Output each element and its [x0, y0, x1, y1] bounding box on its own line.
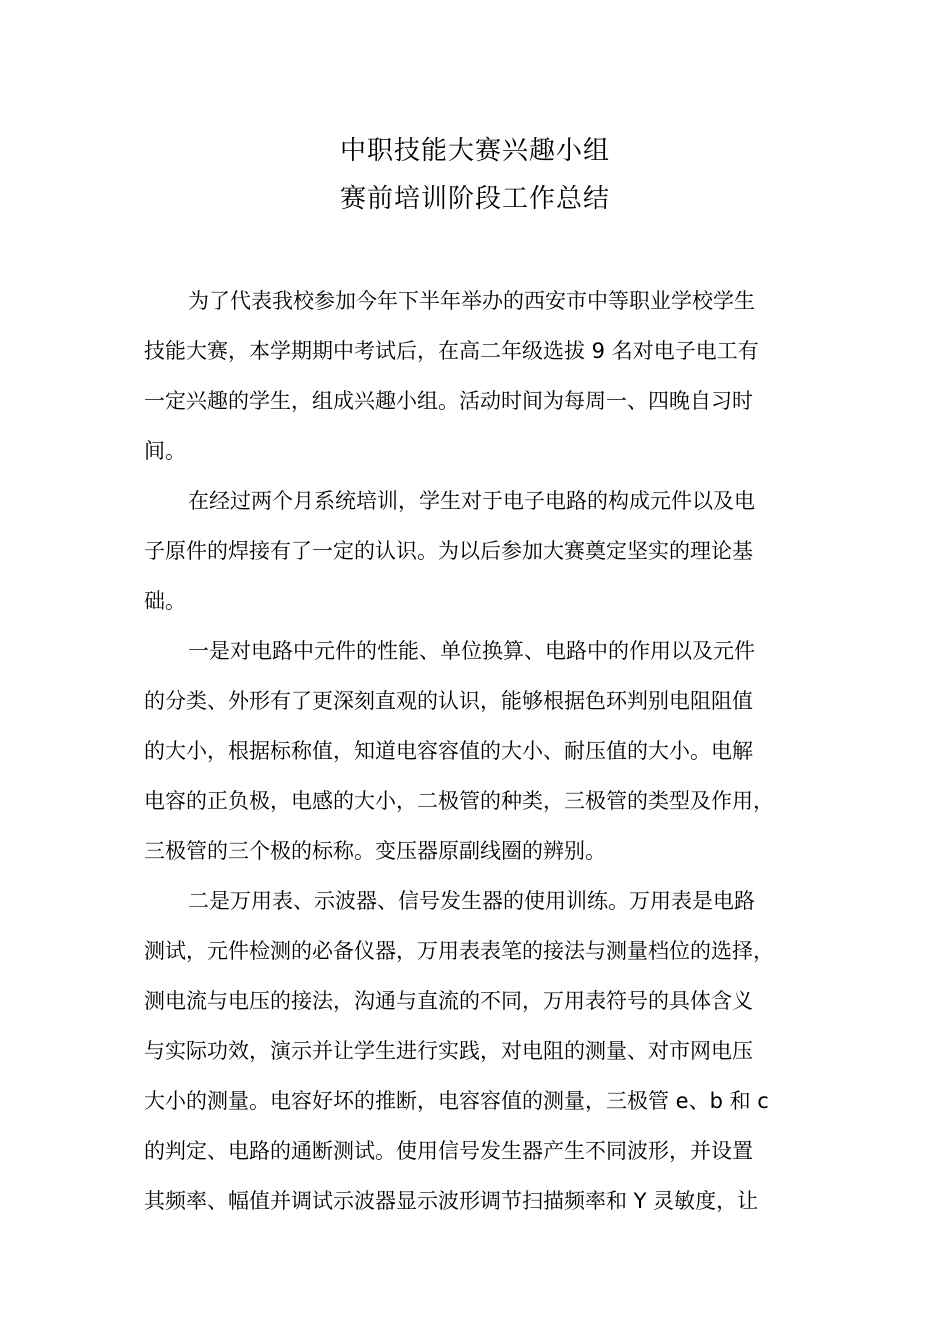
text-line: 的大小，根据标称值，知道电容容值的大小、耐压值的大小。电解	[144, 739, 753, 763]
text-line: 与实际功效，演示并让学生进行实践，对电阻的测量、对市网电压	[144, 1039, 753, 1063]
text-line: 础。	[144, 589, 186, 613]
text-line: 三极管的三个极的标称。变压器原副线圈的辨别。	[144, 839, 606, 863]
text-line: 技能大赛，本学期期中考试后，在高二年级选拔 9 名对电子电工有	[144, 339, 759, 363]
title-line-2: 赛前培训阶段工作总结	[339, 184, 610, 214]
document-body	[144, 276, 804, 1226]
text-line: 测电流与电压的接法，沟通与直流的不同，万用表符号的具体含义	[144, 989, 753, 1013]
text-line: 的判定、电路的通断测试。使用信号发生器产生不同波形，并设置	[144, 1139, 753, 1163]
paragraph-4	[144, 876, 804, 1226]
text-line: 间。	[144, 439, 186, 463]
text-line: 在经过两个月系统培训，学生对于电子电路的构成元件以及电	[188, 489, 755, 513]
text-line: 一是对电路中元件的性能、单位换算、电路中的作用以及元件	[188, 639, 755, 663]
text-line: 测试，元件检测的必备仪器，万用表表笔的接法与测量档位的选择，	[144, 939, 774, 963]
text-line: 其频率、幅值并调试示波器显示波形调节扫描频率和 Y 灵敏度，让	[144, 1189, 759, 1213]
text-line: 子原件的焊接有了一定的认识。为以后参加大赛奠定坚实的理论基	[144, 539, 753, 563]
text-line: 一定兴趣的学生，组成兴趣小组。活动时间为每周一、四晚自习时	[144, 389, 753, 413]
text-line: 的分类、外形有了更深刻直观的认识，能够根据色环判别电阻阻值	[144, 689, 753, 713]
paragraph-2	[144, 476, 804, 626]
paragraph-1	[144, 276, 804, 476]
text-line: 二是万用表、示波器、信号发生器的使用训练。万用表是电路	[188, 889, 755, 913]
text-line: 大小的测量。电容好坏的推断，电容容值的测量，三极管 e、b 和 c	[144, 1089, 769, 1113]
text-line: 电容的正负极，电感的大小，二极管的种类，三极管的类型及作用，	[144, 789, 774, 813]
paragraph-3	[144, 626, 804, 876]
title-line-1: 中职技能大赛兴趣小组	[339, 136, 610, 166]
document-title	[0, 127, 950, 223]
text-line: 为了代表我校参加今年下半年举办的西安市中等职业学校学生	[188, 289, 755, 313]
